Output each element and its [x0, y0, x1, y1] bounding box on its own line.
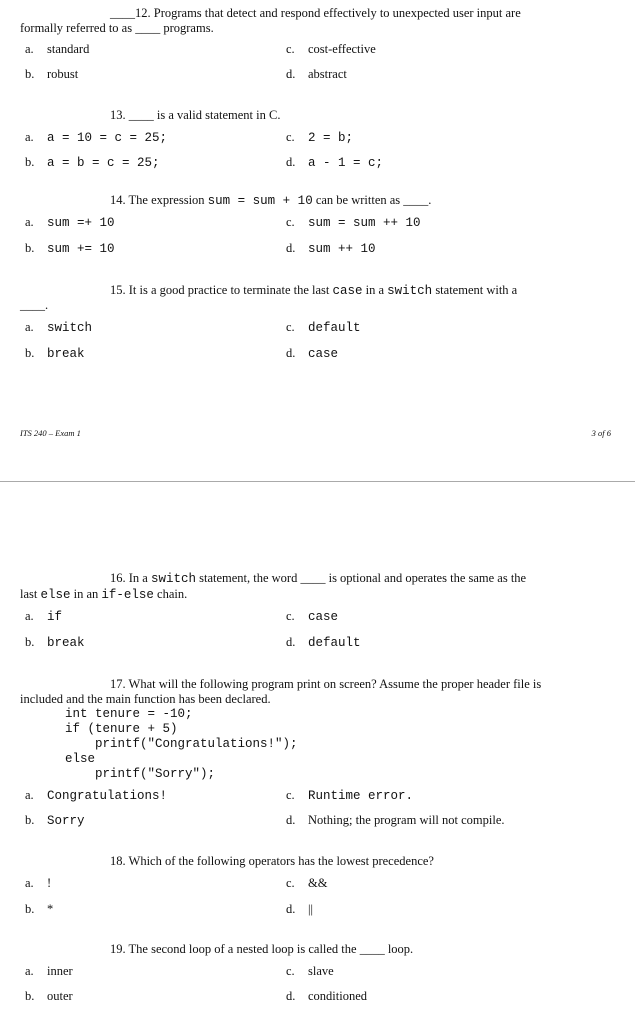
- q14-option-c[interactable]: c. sum = sum ++ 10: [286, 215, 421, 230]
- q15-option-d[interactable]: d. case: [286, 346, 339, 361]
- q15-option-a[interactable]: a. switch: [25, 320, 93, 335]
- q14-option-b[interactable]: b. sum += 10: [25, 241, 115, 256]
- q17-prompt-2: included and the main function has been declared.: [20, 692, 271, 706]
- q19-prompt: 19. The second loop of a nested loop is called the ____ loop.: [110, 942, 414, 956]
- q12-prompt: 12. Programs that detect and respond effectively to unexpected user input are: [135, 6, 521, 20]
- q13-option-b[interactable]: b. a = b = c = 25;: [25, 155, 160, 170]
- q16-line2: last else in an if-else chain.: [20, 587, 188, 602]
- code-line: else: [65, 752, 96, 766]
- q13-option-d[interactable]: d. a - 1 = c;: [286, 155, 384, 170]
- q15-text: statement with a: [435, 283, 518, 297]
- q16-option-a[interactable]: a. if: [25, 609, 63, 624]
- q18-prompt: 18. Which of the following operators has the lowest precedence?: [110, 854, 434, 868]
- q17-option-c[interactable]: c. Runtime error.: [286, 788, 414, 803]
- q16-option-b[interactable]: b. break: [25, 635, 85, 650]
- q15-prompt: [110, 283, 517, 298]
- q17-option-b[interactable]: b. Sorry: [25, 813, 85, 828]
- q18-option-a[interactable]: a. !: [25, 876, 52, 890]
- q16-number: 16. In a: [110, 571, 148, 585]
- q14-number: 14. The expression: [110, 193, 205, 207]
- q18-option-c[interactable]: c. &&: [286, 876, 328, 890]
- q13-option-c[interactable]: c. 2 = b;: [286, 130, 354, 145]
- q16-code-else: else: [40, 588, 71, 602]
- q16-text: statement, the word ____ is optional and operates the same as the: [199, 571, 527, 585]
- q19-option-c[interactable]: c. slave: [286, 964, 334, 978]
- q13-text: is a valid statement in C.: [156, 108, 281, 122]
- q19-option-d[interactable]: d. conditioned: [286, 989, 368, 1003]
- q14-text: can be written as ____.: [315, 193, 432, 207]
- q16-code-switch: switch: [150, 572, 196, 586]
- q12-option-a[interactable]: a. standard: [25, 42, 90, 56]
- q12-prompt-2a: formally referred to as ____: [20, 21, 161, 35]
- q13-prompt: [110, 108, 280, 123]
- q14-prompt: [110, 193, 431, 208]
- q14-code: sum = sum + 10: [207, 194, 313, 208]
- q13-option-a[interactable]: a. a = 10 = c = 25;: [25, 130, 168, 145]
- q12-prompt-2b: programs.: [163, 21, 214, 35]
- footer-course: ITS 240 – Exam 1: [20, 428, 81, 438]
- q16-code-if-else: if-else: [101, 588, 154, 602]
- q12-line2: [20, 21, 214, 36]
- q12-option-b[interactable]: b. robust: [25, 67, 79, 81]
- q12-option-c[interactable]: c. cost-effective: [286, 42, 376, 56]
- q15-line2: ____.: [20, 298, 49, 312]
- q15-code-case: case: [332, 284, 363, 298]
- q12-line1: [110, 6, 521, 21]
- q19-option-a[interactable]: a. inner: [25, 964, 73, 978]
- q13-number: 13. ____: [110, 108, 154, 122]
- code-line: if (tenure + 5): [65, 722, 178, 736]
- q12-blank: ____: [110, 6, 135, 20]
- q15-mid: in a: [365, 283, 385, 297]
- q16-option-d[interactable]: d. default: [286, 635, 361, 650]
- q17-option-d[interactable]: d. Nothing; the program will not compile.: [286, 813, 505, 827]
- q16-prompt: [110, 571, 526, 586]
- q17-code-block: [65, 707, 298, 782]
- q14-option-a[interactable]: a. sum =+ 10: [25, 215, 115, 230]
- q15-option-b[interactable]: b. break: [25, 346, 85, 361]
- page-divider: [0, 481, 635, 482]
- q17-option-a[interactable]: a. Congratulations!: [25, 788, 168, 803]
- q15-number: 15. It is a good practice to terminate the last: [110, 283, 330, 297]
- code-line: int tenure = -10;: [65, 707, 193, 721]
- code-line: printf("Sorry");: [65, 767, 216, 781]
- q15-code-switch: switch: [387, 284, 433, 298]
- q17-prompt: 17. What will the following program print on screen? Assume the proper header file is: [110, 677, 542, 691]
- q12-option-d[interactable]: d. abstract: [286, 67, 347, 81]
- q18-option-b[interactable]: b. *: [25, 902, 54, 916]
- q19-option-b[interactable]: b. outer: [25, 989, 73, 1003]
- q15-option-c[interactable]: c. default: [286, 320, 361, 335]
- q18-option-d[interactable]: d. ||: [286, 902, 314, 916]
- q14-option-d[interactable]: d. sum ++ 10: [286, 241, 376, 256]
- code-line: printf("Congratulations!");: [65, 737, 298, 751]
- footer-page-number: 3 of 6: [591, 428, 611, 438]
- q16-option-c[interactable]: c. case: [286, 609, 339, 624]
